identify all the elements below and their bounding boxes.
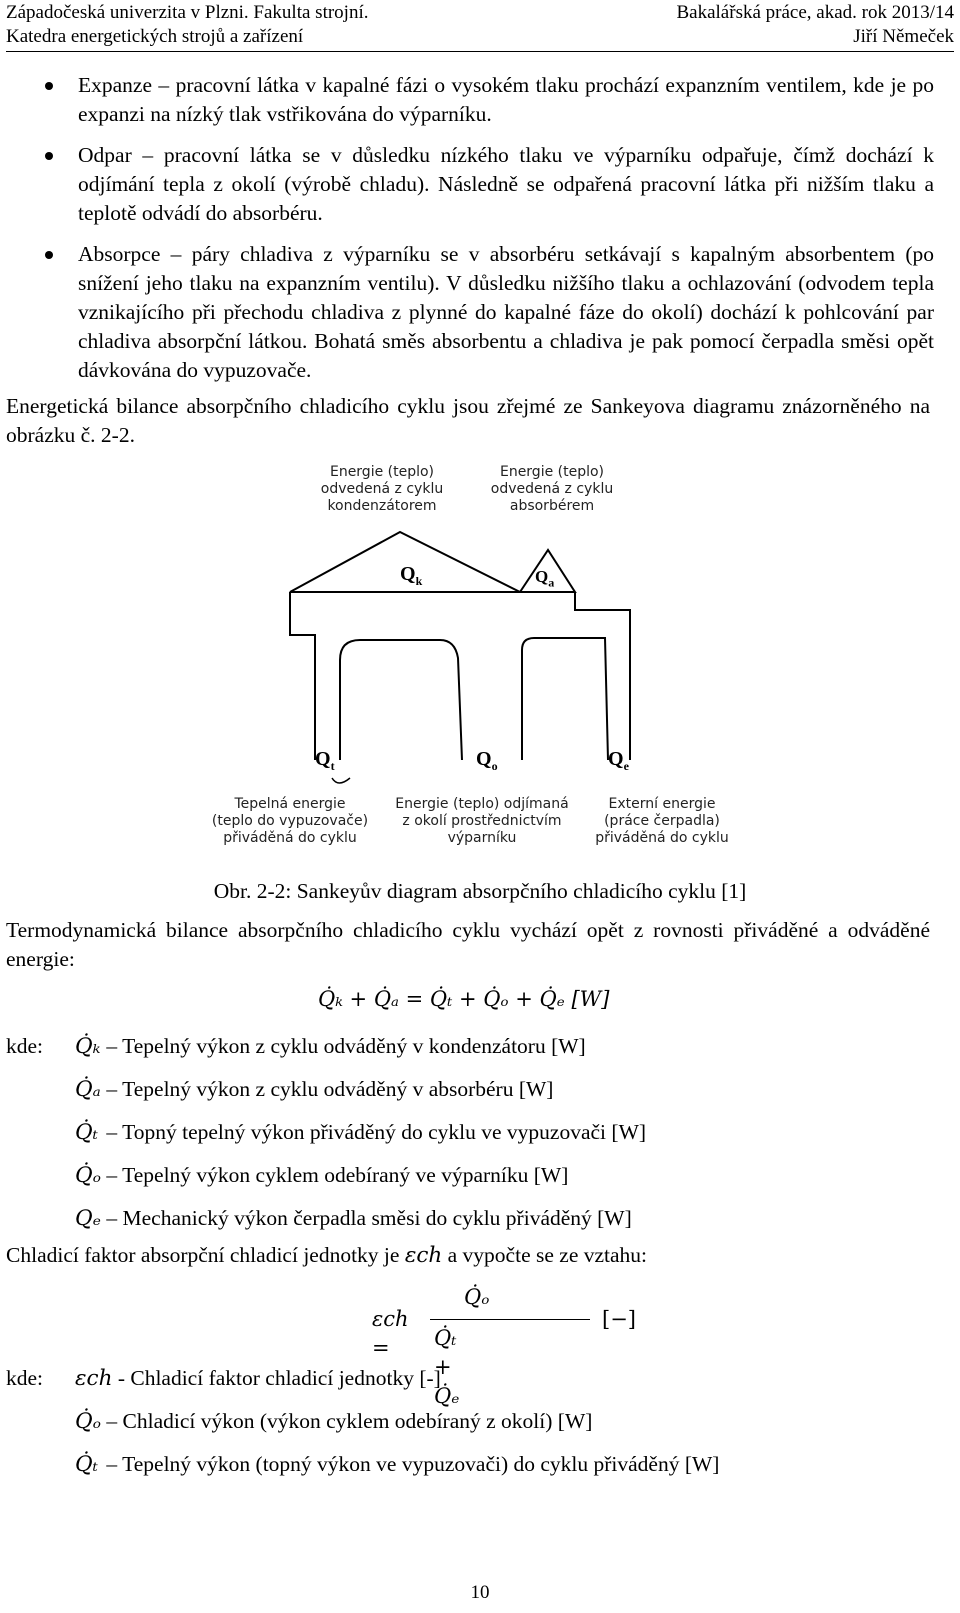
- header-department: Katedra energetických strojů a zařízení: [6, 26, 304, 47]
- fraction-bar: [430, 1319, 590, 1320]
- fraction-unit: [−]: [602, 1307, 636, 1331]
- definition-row: [75, 1450, 719, 1493]
- label-condenser-heat: Energie (teplo) odvedená z cyklu kondenzátorem: [320, 464, 444, 514]
- paragraph-energy-balance: Energetická bilance absorpčního chladicího cyklu jsou zřejmé ze Sankeyova diagramu znázorněného na obrázku č. 2-2.: [6, 394, 930, 447]
- definition-row: [75, 1161, 646, 1204]
- symbol-qe: Qₑ: [75, 1206, 101, 1231]
- equation-energy-balance: Q̇ₖ + Q̇ₐ = Q̇ₜ + Q̇ₒ + Q̇ₑ [W]: [318, 987, 610, 1011]
- list-item: [12, 141, 942, 228]
- header-rule: [6, 51, 954, 52]
- figure-caption: Obr. 2-2: Sankeyův diagram absorpčního chladicího cyklu [1]: [213, 879, 747, 903]
- sankey-left-wall: [290, 592, 315, 760]
- definition-row: [75, 1075, 646, 1118]
- paragraph-cooling-factor: Chladicí faktor absorpční chladicí jednotky je εch a vypočte se ze vztahu:: [6, 1243, 648, 1268]
- header-thesis-year: Bakalářská práce, akad. rok 2013/14: [676, 2, 954, 23]
- paragraph-thermodynamic-balance: Termodynamická bilance absorpčního chladicího cyklu vychází opět z rovnosti přiváděné a odváděné energie:: [6, 918, 930, 971]
- symbol-epsilon-ch: εch: [75, 1366, 113, 1391]
- header-university: Západočeská univerzita v Plzni. Fakulta strojní.: [6, 2, 369, 23]
- definition-text: – Tepelný výkon cyklem odebíraný ve výparníku [W]: [106, 1163, 569, 1187]
- symbol-epsilon: εch: [404, 1243, 443, 1268]
- definition-row: [75, 1407, 719, 1450]
- label-qk: $Q_k$: [400, 563, 423, 588]
- definition-row: [75, 1032, 646, 1075]
- sankey-squiggle: [332, 778, 350, 783]
- bullet-list: [12, 71, 942, 397]
- label-qa: $Q_a$: [535, 567, 555, 590]
- page-number: 10: [470, 1582, 490, 1603]
- kde-label: kde:: [6, 1366, 44, 1390]
- symbol-qa: Q̇ₐ: [75, 1077, 101, 1102]
- fraction-lhs: εch =: [372, 1307, 409, 1360]
- header-author: Jiří Němeček: [853, 26, 954, 47]
- definition-text: - Chladicí faktor chladicí jednotky [-]: [117, 1366, 441, 1390]
- symbol-qo: Q̇ₒ: [75, 1409, 101, 1434]
- sankey-right-wall: [575, 592, 630, 760]
- definition-text: – Topný tepelný výkon přiváděný do cyklu ve vypuzovači [W]: [106, 1120, 647, 1144]
- definition-row: [75, 1118, 646, 1161]
- bullet-text-expanze: Expanze – pracovní látka v kapalné fázi o vysokém tlaku prochází expanzním ventilem, kde je po expanzi na nízký tlak vstřikována do výparníku.: [78, 73, 934, 126]
- running-header-bottom: [6, 26, 954, 48]
- definitions-cooling-factor: [75, 1364, 719, 1493]
- bullet-text-absorpce: Absorpce – páry chladiva z výparníku se v absorbéru setkávají s kapalným absorbentem (po snížení jeho tlaku na expanzním ventilu). V důsledku nižšího tlaku a ochlazování (odvodem tepla vznikajícího při přechodu chladiva z plynné do kapalné fáze do okolí) dochází k pohlcování par chladiva absorpční látkou. Bohatá směs absorbentu a chladiva je pak pomocí čerpadla směsi opět dávkována do vypuzovače.: [78, 242, 934, 382]
- definition-text: – Tepelný výkon (topný výkon ve vypuzovači) do cyklu přiváděný [W]: [106, 1452, 720, 1476]
- label-absorber-heat: Energie (teplo) odvedená z cyklu absorbérem: [490, 464, 614, 514]
- definition-text: – Tepelný výkon z cyklu odváděný v kondenzátoru [W]: [106, 1034, 586, 1058]
- sankey-inner-left: [340, 640, 462, 760]
- label-evaporator-heat: Energie (teplo) odjímaná z okolí prostřednictvím výparníku: [395, 796, 569, 846]
- running-header-top: [6, 2, 954, 24]
- bullet-icon: [12, 141, 78, 228]
- symbol-qk: Q̇ₖ: [75, 1034, 101, 1059]
- label-qe: $Q_e$: [608, 748, 629, 773]
- fraction-denominator: Q̇ₜ + Q̇ₑ: [434, 1326, 460, 1408]
- label-generator-heat: Tepelná energie (teplo do vypuzovače) přiváděná do cyklu: [211, 796, 369, 846]
- kde-label: kde:: [6, 1034, 44, 1058]
- sankey-diagram: [200, 460, 740, 870]
- definition-text: – Chladicí výkon (výkon cyklem odebíraný z okolí) [W]: [106, 1409, 593, 1433]
- symbol-qt: Q̇ₜ: [75, 1120, 98, 1145]
- label-qo: $Q_o$: [476, 748, 498, 773]
- bullet-icon: [12, 240, 78, 385]
- bullet-icon: [12, 71, 78, 129]
- list-item: [12, 71, 942, 129]
- fraction-numerator: Q̇ₒ: [464, 1285, 490, 1309]
- definition-text: – Tepelný výkon z cyklu odváděný v absorbéru [W]: [106, 1077, 554, 1101]
- sankey-inner-right: [522, 638, 608, 760]
- list-item: [12, 240, 942, 385]
- symbol-qo: Q̇ₒ: [75, 1163, 101, 1188]
- label-pump-work: Externí energie (práce čerpadla) přiváděná do cyklu: [595, 796, 729, 846]
- definitions-balance: [75, 1032, 646, 1247]
- label-qt: $Q_t$: [315, 748, 335, 773]
- symbol-qt: Q̇ₜ: [75, 1452, 98, 1477]
- definition-row: [75, 1364, 719, 1407]
- definition-text: – Mechanický výkon čerpadla směsi do cyklu přiváděný [W]: [106, 1206, 632, 1230]
- bullet-text-odpar: Odpar – pracovní látka se v důsledku nízkého tlaku ve výparníku odpařuje, čímž dochází k odjímání tepla z okolí (výrobě chladu). Následně se odpařená pracovní látka při nižším tlaku a teplotě odvádí do absorbéru.: [78, 143, 934, 225]
